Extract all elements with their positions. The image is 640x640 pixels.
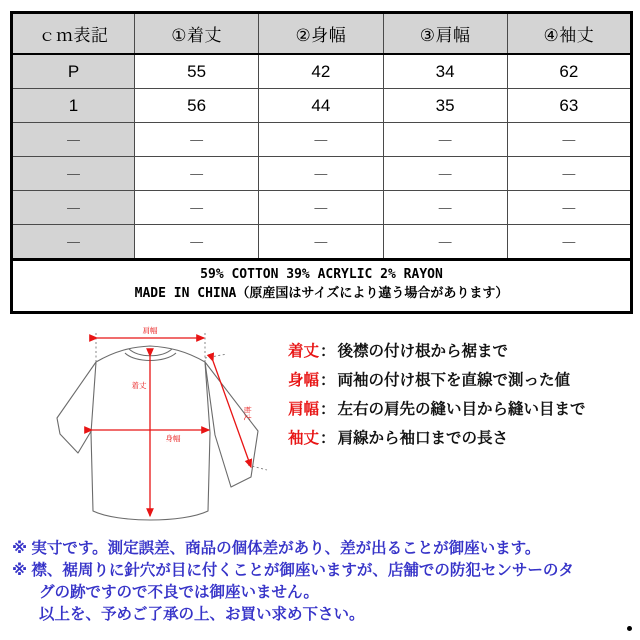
- cell-body-width: 42: [259, 54, 383, 89]
- column-header-sleeve-length: ④袖丈: [507, 13, 631, 55]
- row-size-label: －: [12, 123, 135, 157]
- cell-shoulder-width: －: [383, 191, 507, 225]
- row-size-label: 1: [12, 89, 135, 123]
- legend-colon: ：: [320, 400, 336, 418]
- body-length-label: 着丈: [131, 381, 147, 390]
- legend-item-body-length: [288, 337, 633, 366]
- table-row: [12, 123, 632, 157]
- cell-shoulder-width: －: [383, 225, 507, 260]
- cell-body-width: －: [259, 157, 383, 191]
- legend-colon: ：: [320, 429, 336, 447]
- legend-desc-shoulder-width: 左右の肩先の縫い目から縫い目まで: [337, 400, 586, 418]
- legend-key-sleeve-length: 袖丈: [288, 429, 320, 447]
- row-size-label: －: [12, 191, 135, 225]
- cell-body-length: －: [135, 225, 259, 260]
- column-header-unit: ｃｍ表記: [12, 13, 135, 55]
- table-header-row: [12, 13, 632, 55]
- sleeve-length-label: 袖丈: [243, 405, 252, 421]
- shoulder-width-label: 肩幅: [142, 326, 158, 335]
- size-chart-table-container: [10, 11, 630, 314]
- table-row: [12, 157, 632, 191]
- legend-item-shoulder-width: [288, 395, 633, 424]
- material-composition-row: [12, 260, 632, 313]
- table-row: [12, 89, 632, 123]
- material-composition-line: 59% COTTON 39% ACRYLIC 2% RAYON: [200, 267, 443, 283]
- cell-body-width: －: [259, 123, 383, 157]
- cell-sleeve-length: －: [507, 225, 631, 260]
- cell-shoulder-width: 35: [383, 89, 507, 123]
- note-line-pinholes-cont: グの跡ですので不良では御座いません。: [39, 584, 319, 601]
- legend-key-body-width: 身幅: [288, 371, 320, 389]
- table-row: [12, 54, 632, 89]
- note-line-acknowledgement: 以上を、予めご了承の上、お買い求め下さい。: [39, 606, 365, 623]
- cell-body-length: 55: [135, 54, 259, 89]
- column-header-body-width: ②身幅: [259, 13, 383, 55]
- cell-sleeve-length: －: [507, 123, 631, 157]
- cell-shoulder-width: 34: [383, 54, 507, 89]
- cell-shoulder-width: －: [383, 157, 507, 191]
- legend-desc-body-width: 両袖の付け根下を直線で測った値: [337, 371, 571, 389]
- cell-body-length: －: [135, 191, 259, 225]
- size-chart-table: [10, 11, 633, 314]
- cell-shoulder-width: －: [383, 123, 507, 157]
- legend-desc-sleeve-length: 肩線から袖口までの長さ: [337, 429, 509, 447]
- disclaimer-notes: [12, 538, 632, 626]
- legend-colon: ：: [320, 342, 336, 360]
- legend-desc-body-length: 後襟の付け根から裾まで: [337, 342, 509, 360]
- legend-item-body-width: [288, 366, 633, 395]
- cell-sleeve-length: 62: [507, 54, 631, 89]
- table-row: [12, 225, 632, 260]
- corner-dot-artifact: [627, 626, 632, 631]
- row-size-label: －: [12, 225, 135, 260]
- note-line-measurement: ※ 実寸です。測定誤差、商品の個体差があり、差が出ることが御座います。: [12, 540, 541, 557]
- cell-body-width: －: [259, 225, 383, 260]
- cell-sleeve-length: －: [507, 191, 631, 225]
- cell-sleeve-length: 63: [507, 89, 631, 123]
- row-size-label: －: [12, 157, 135, 191]
- cell-body-length: －: [135, 157, 259, 191]
- table-row: [12, 191, 632, 225]
- cell-sleeve-length: －: [507, 157, 631, 191]
- column-header-shoulder-width: ③肩幅: [383, 13, 507, 55]
- measurement-diagram-area: [0, 325, 640, 540]
- body-width-label: 身幅: [165, 434, 181, 443]
- material-composition-cell: [12, 260, 632, 313]
- cell-body-width: －: [259, 191, 383, 225]
- cell-body-width: 44: [259, 89, 383, 123]
- column-header-body-length: ①着丈: [135, 13, 259, 55]
- note-line-pinholes: ※ 襟、裾周りに針穴が目に付くことが御座いますが、店舗での防犯センサーのタ: [12, 562, 574, 579]
- legend-key-shoulder-width: 肩幅: [288, 400, 320, 418]
- legend-item-sleeve-length: [288, 424, 633, 453]
- cell-body-length: －: [135, 123, 259, 157]
- country-of-origin-line: MADE IN CHINA（原産国はサイズにより違う場合があります）: [134, 286, 509, 301]
- garment-illustration: [55, 325, 300, 540]
- legend-colon: ：: [320, 371, 336, 389]
- legend-key-body-length: 着丈: [288, 342, 320, 360]
- cell-body-length: 56: [135, 89, 259, 123]
- measurement-legend: [288, 337, 633, 453]
- row-size-label: P: [12, 54, 135, 89]
